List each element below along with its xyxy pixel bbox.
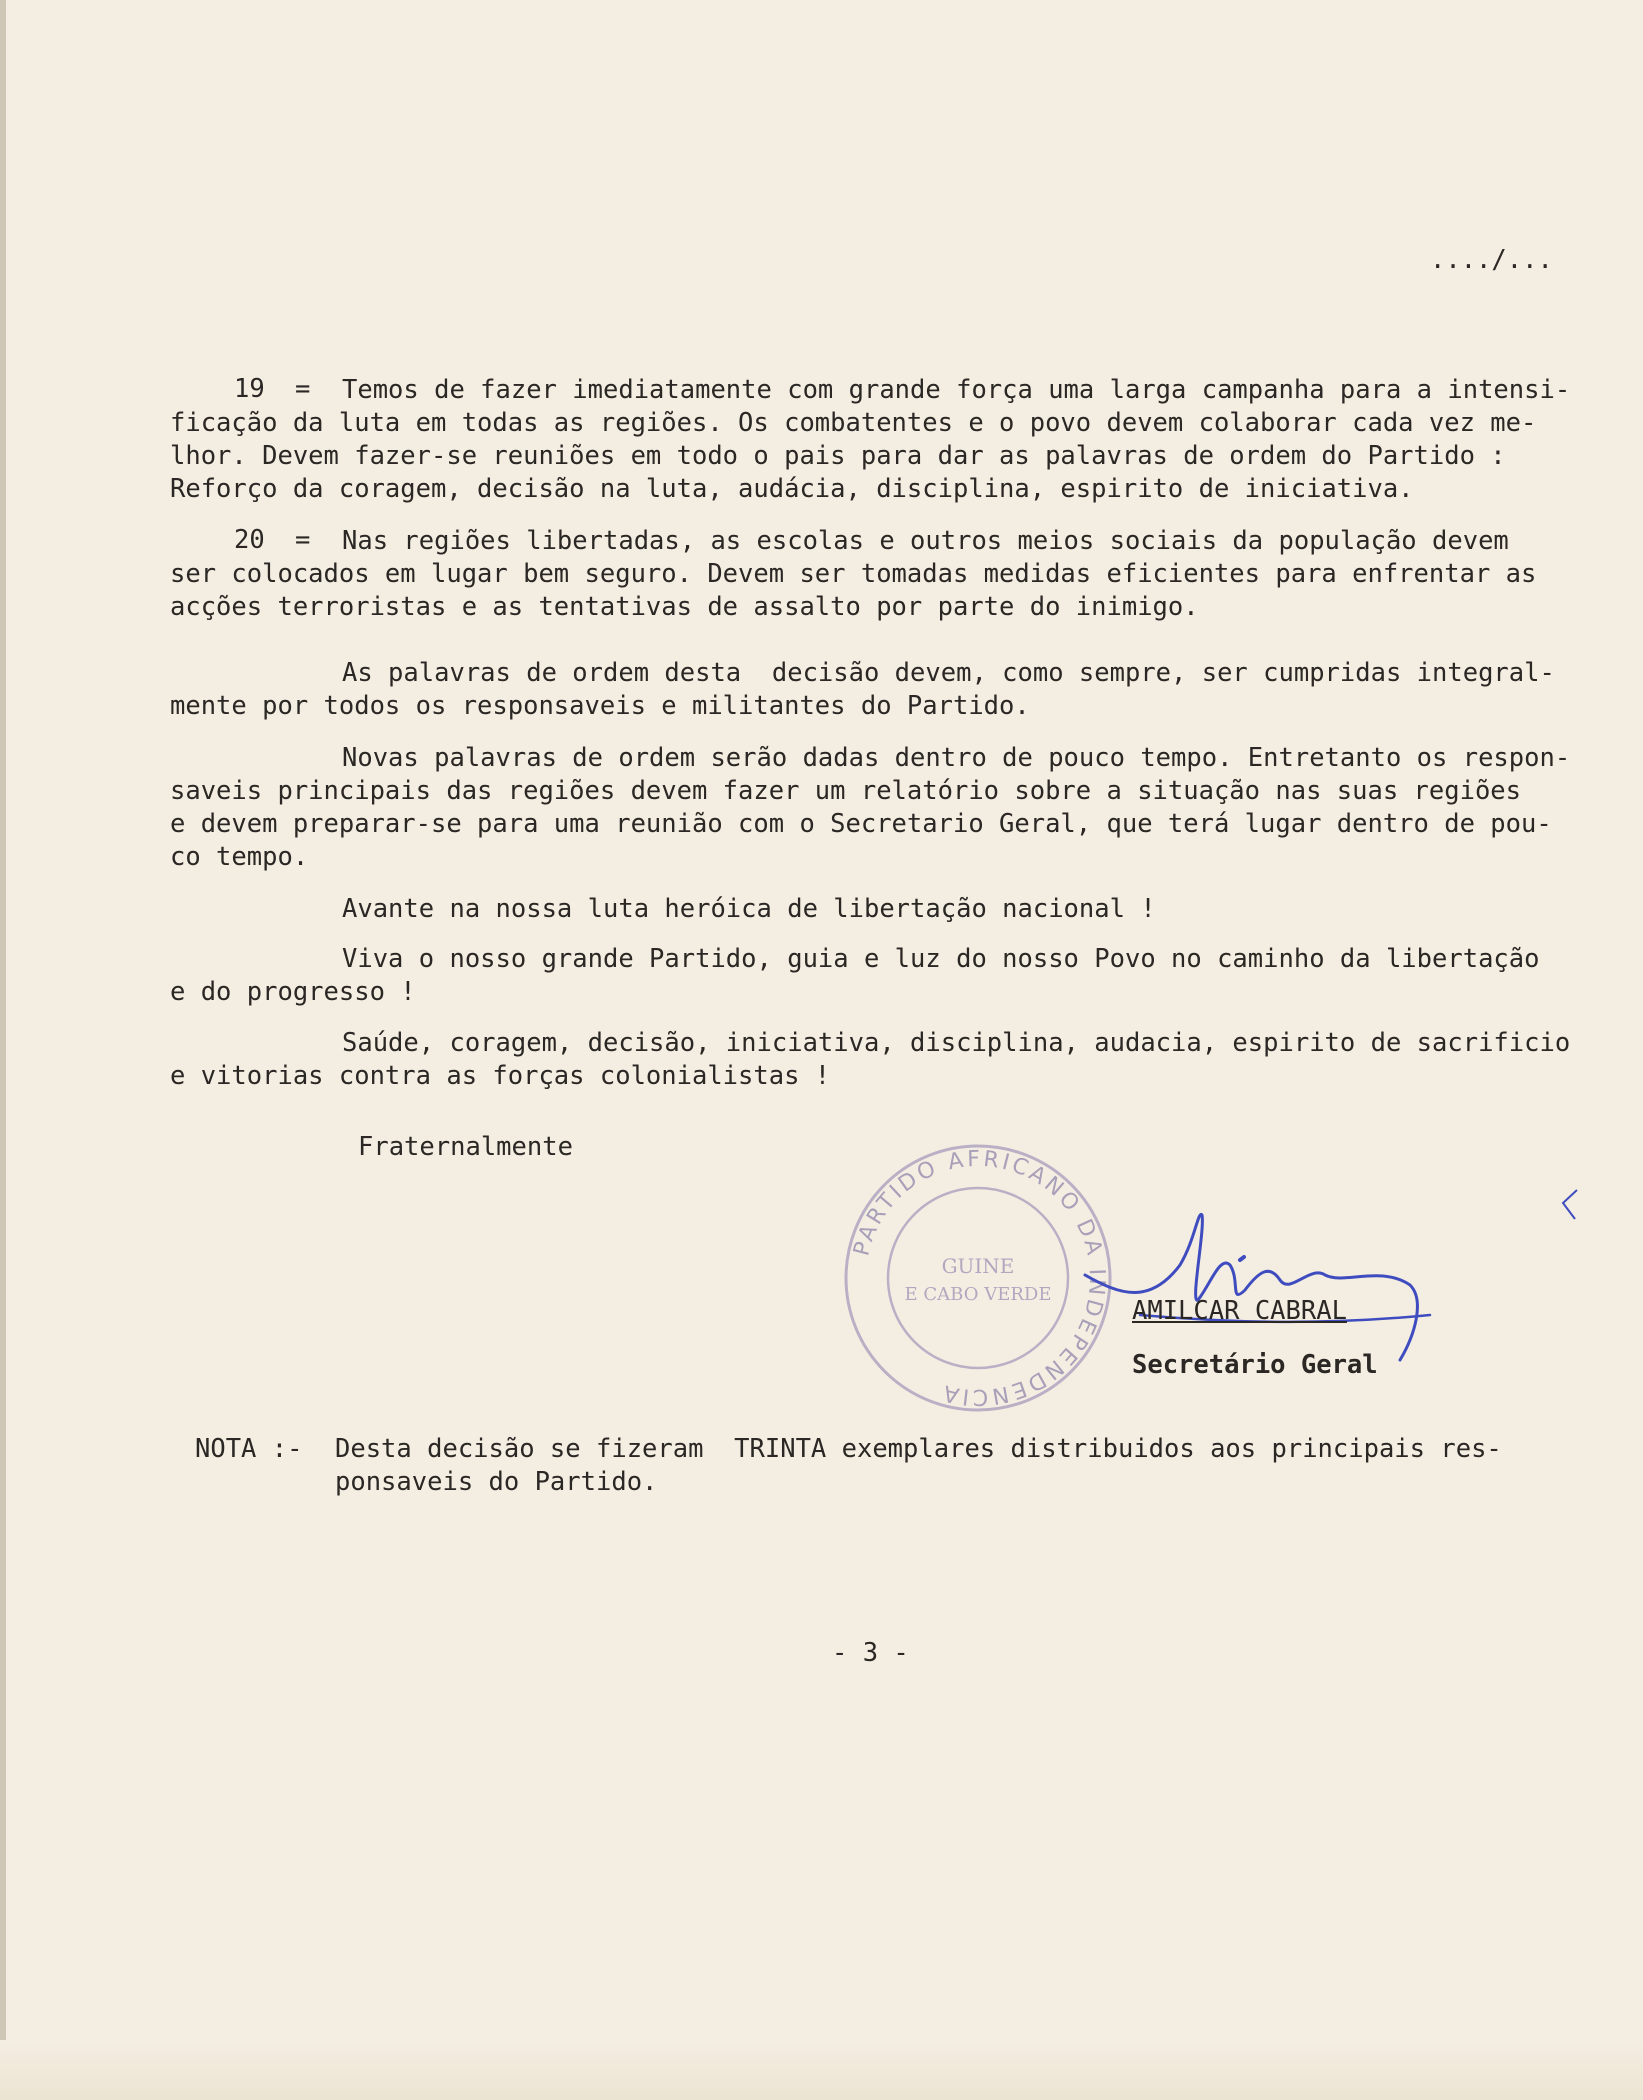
item-20-line-3: acções terroristas e as tentativas de assalto por parte do inimigo. <box>170 592 1199 622</box>
item-19-line-4: Reforço da coragem, decisão na luta, audácia, disciplina, espirito de iniciativa. <box>170 474 1414 504</box>
paragraph-2-line-4: co tempo. <box>170 842 309 872</box>
paragraph-4-line-1: Viva o nosso grande Partido, guia e luz do nosso Povo no caminho da libertação <box>342 944 1540 974</box>
paragraph-4-line-2: e do progresso ! <box>170 977 416 1007</box>
paragraph-2-line-1: Novas palavras de ordem serão dadas dentro de pouco tempo. Entretanto os respon- <box>342 743 1571 773</box>
item-20-line-2: ser colocados em lugar bem seguro. Devem ser tomadas medidas eficientes para enfrentar as <box>170 559 1537 589</box>
note-label: NOTA :- <box>195 1434 303 1464</box>
item-19-line-3: lhor. Devem fazer-se reuniões em todo o pais para dar as palavras de ordem do Partido : <box>170 441 1506 471</box>
paragraph-1-line-2: mente por todos os responsaveis e militantes do Partido. <box>170 691 1030 721</box>
paragraph-3-line-1: Avante na nossa luta heróica de libertação nacional ! <box>342 894 1156 924</box>
item-20-sign: = <box>295 525 311 555</box>
item-19-sign: = <box>295 374 311 404</box>
closing-salutation: Fraternalmente <box>358 1132 573 1162</box>
item-19-number: 19 <box>234 374 265 404</box>
stamp-center-line-1: GUINE <box>941 1254 1015 1278</box>
note-line-2: ponsaveis do Partido. <box>335 1467 658 1497</box>
signatory-name: AMILCAR CABRAL <box>1132 1296 1347 1326</box>
paper-bottom-edge <box>0 2040 1643 2100</box>
party-stamp <box>838 1138 1118 1418</box>
paragraph-2-line-2: saveis principais das regiões devem fazer um relatório sobre a situação nas suas regiões <box>170 776 1522 806</box>
page-number: - 3 - <box>832 1638 909 1668</box>
item-20-line-1: Nas regiões libertadas, as escolas e outros meios sociais da população devem <box>342 526 1509 556</box>
paragraph-2-line-3: e devem preparar-se para uma reunião com o Secretario Geral, que terá lugar dentro de pou- <box>170 809 1552 839</box>
item-19-line-1: Temos de fazer imediatamente com grande força uma larga campanha para a intensi- <box>342 375 1571 405</box>
item-20-number: 20 <box>234 525 265 555</box>
continuation-mark: ..../... <box>1430 245 1553 275</box>
stamp-ring-text: PARTIDO AFRICANO DA INDEPENDENCIA <box>849 1146 1110 1410</box>
stamp-center-line-2: E CABO VERDE <box>904 1284 1052 1305</box>
note-line-1: Desta decisão se fizeram TRINTA exemplares distribuidos aos principais res- <box>335 1434 1502 1464</box>
paragraph-5-line-1: Saúde, coragem, decisão, iniciativa, disciplina, audacia, espirito de sacrificio <box>342 1028 1571 1058</box>
pen-tick-icon <box>1555 1185 1585 1225</box>
paper-edge <box>0 0 6 2100</box>
paragraph-5-line-2: e vitorias contra as forças colonialistas ! <box>170 1061 831 1091</box>
item-19-line-2: ficação da luta em todas as regiões. Os combatentes e o povo devem colaborar cada vez me- <box>170 408 1537 438</box>
signatory-title: Secretário Geral <box>1132 1350 1378 1380</box>
paragraph-1-line-1: As palavras de ordem desta decisão devem, como sempre, ser cumpridas integral- <box>342 658 1555 688</box>
